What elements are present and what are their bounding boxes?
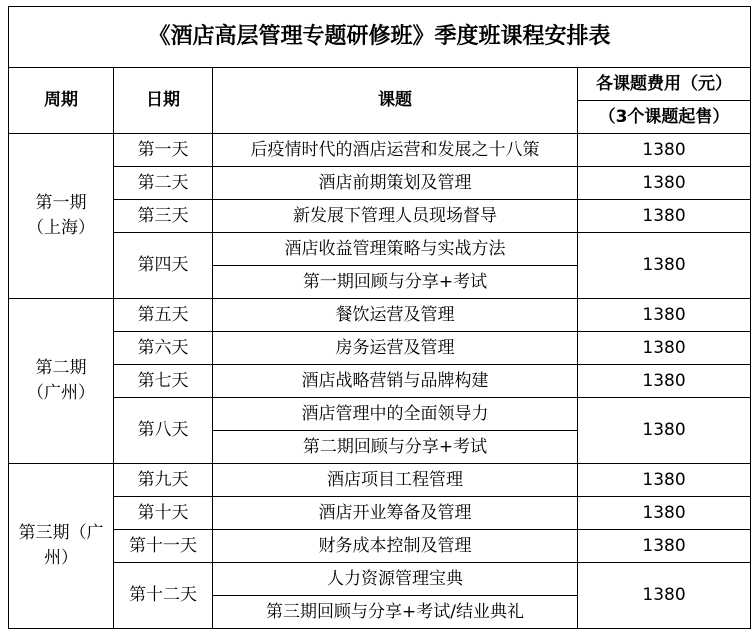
fee-cell: 1380	[578, 497, 751, 530]
table-body	[9, 7, 751, 629]
topic-cell: 人力资源管理宝典	[213, 563, 578, 596]
table-row	[9, 464, 751, 497]
table-row	[9, 299, 751, 332]
title-row	[9, 7, 751, 68]
header-day: 日期	[114, 68, 213, 134]
day-cell: 第三天	[114, 200, 213, 233]
table-row	[9, 530, 751, 563]
topic-cell: 餐饮运营及管理	[213, 299, 578, 332]
period-location: （上海）	[27, 218, 95, 238]
table-row	[9, 365, 751, 398]
table-row	[9, 233, 751, 266]
topic-cell: 酒店收益管理策略与实战方法	[213, 233, 578, 266]
table-row	[9, 167, 751, 200]
period-label: 第一期	[35, 193, 87, 214]
topic-cell: 第三期回顾与分享+考试/结业典礼	[213, 596, 578, 629]
table-row	[9, 134, 751, 167]
day-cell: 第八天	[114, 398, 213, 464]
fee-cell: 1380	[578, 299, 751, 332]
table-row	[9, 563, 751, 596]
topic-cell: 酒店管理中的全面领导力	[213, 398, 578, 431]
topic-cell: 房务运营及管理	[213, 332, 578, 365]
fee-cell: 1380	[578, 332, 751, 365]
fee-cell: 1380	[578, 365, 751, 398]
table-row	[9, 398, 751, 431]
period-location: （广州）	[27, 383, 95, 403]
fee-cell: 1380	[578, 530, 751, 563]
header-row	[9, 68, 751, 101]
day-cell: 第一天	[114, 134, 213, 167]
topic-cell: 后疫情时代的酒店运营和发展之十八策	[213, 134, 578, 167]
topic-cell: 第二期回顾与分享+考试	[213, 431, 578, 464]
period-location: 州）	[44, 548, 78, 568]
header-fee: 各课题费用（元）	[578, 68, 751, 101]
course-schedule-table	[8, 6, 751, 629]
fee-cell: 1380	[578, 200, 751, 233]
period-label: 第二期	[35, 358, 87, 379]
fee-cell: 1380	[578, 563, 751, 629]
day-cell: 第六天	[114, 332, 213, 365]
period-cell	[9, 299, 114, 464]
fee-cell: 1380	[578, 398, 751, 464]
topic-cell: 第一期回顾与分享+考试	[213, 266, 578, 299]
header-topic: 课题	[213, 68, 578, 134]
period-label: 第三期（广	[18, 523, 104, 544]
header-period: 周期	[9, 68, 114, 134]
day-cell: 第十天	[114, 497, 213, 530]
table-row	[9, 200, 751, 233]
topic-cell: 酒店前期策划及管理	[213, 167, 578, 200]
topic-cell: 酒店战略营销与品牌构建	[213, 365, 578, 398]
fee-cell: 1380	[578, 233, 751, 299]
fee-cell: 1380	[578, 464, 751, 497]
topic-cell: 酒店开业筹备及管理	[213, 497, 578, 530]
fee-cell: 1380	[578, 167, 751, 200]
header-fee-note: （3个课题起售）	[578, 101, 751, 134]
topic-cell: 酒店项目工程管理	[213, 464, 578, 497]
table-title: 《酒店高层管理专题研修班》季度班课程安排表	[9, 7, 751, 68]
day-cell: 第十二天	[114, 563, 213, 629]
period-cell	[9, 134, 114, 299]
day-cell: 第五天	[114, 299, 213, 332]
day-cell: 第十一天	[114, 530, 213, 563]
day-cell: 第二天	[114, 167, 213, 200]
table-row	[9, 497, 751, 530]
day-cell: 第九天	[114, 464, 213, 497]
day-cell: 第七天	[114, 365, 213, 398]
day-cell: 第四天	[114, 233, 213, 299]
period-cell	[9, 464, 114, 629]
topic-cell: 财务成本控制及管理	[213, 530, 578, 563]
table-row	[9, 332, 751, 365]
fee-cell: 1380	[578, 134, 751, 167]
topic-cell: 新发展下管理人员现场督导	[213, 200, 578, 233]
